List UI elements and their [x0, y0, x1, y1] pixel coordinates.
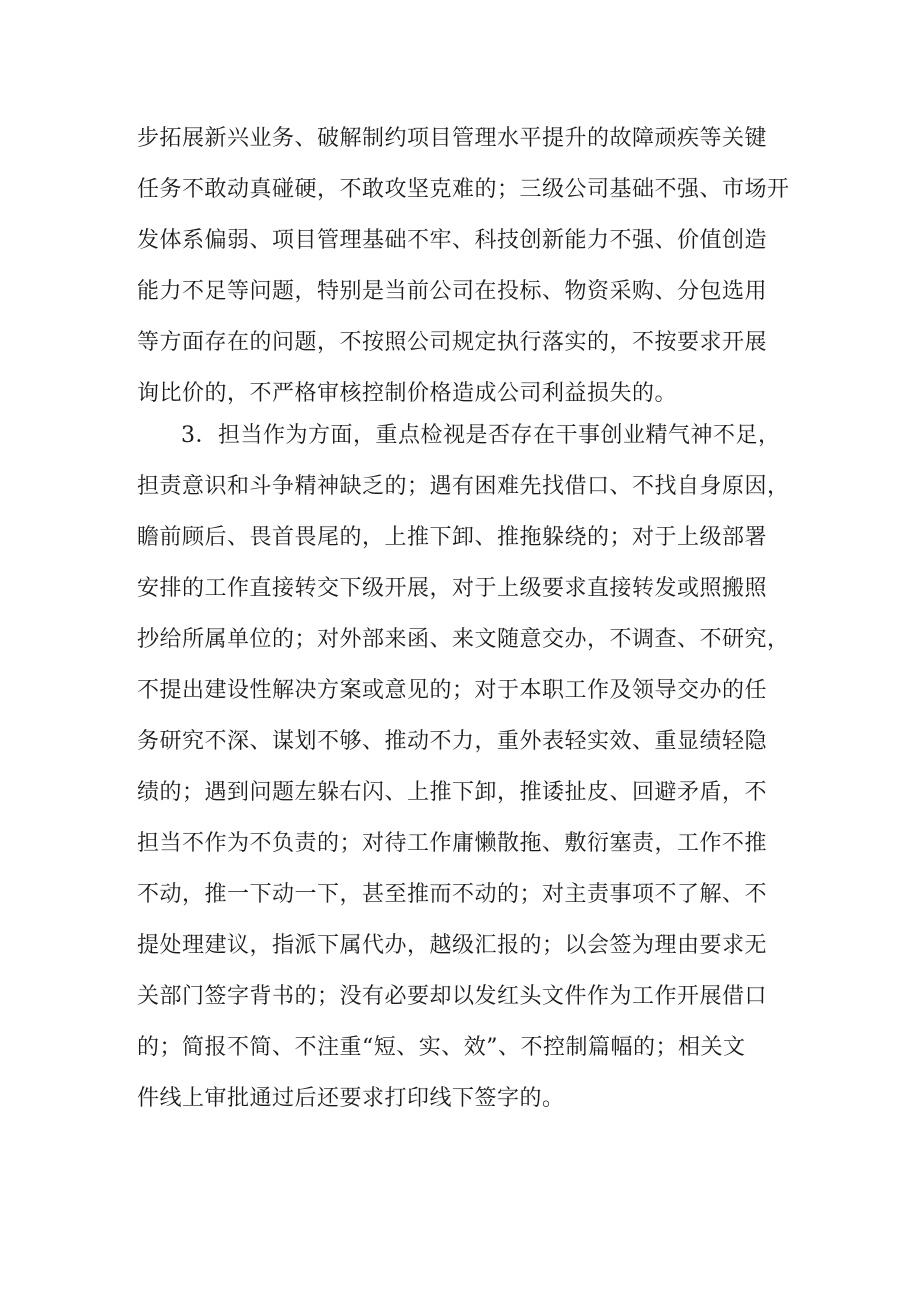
- text-line: 不提出建设性解决方案或意见的；对于本职工作及领导交办的任: [137, 678, 768, 703]
- text-line: 步拓展新兴业务、破解制约项目管理水平提升的故障顽疾等关键: [137, 126, 768, 151]
- paragraph-continued: [137, 113, 797, 419]
- text-line: 等方面存在的问题，不按照公司规定执行落实的，不按要求开展: [137, 330, 768, 355]
- text-line: 瞻前顾后、畏首畏尾的，上推下卸、推拖躲绕的；对于上级部署: [137, 525, 768, 550]
- text-line: 抄给所属单位的；对外部来函、来文随意交办，不调查、不研究，: [137, 627, 790, 652]
- text-line: 安排的工作直接转交下级开展，对于上级要求直接转发或照搬照: [137, 576, 768, 601]
- text-line: 担当不作为不负责的；对待工作庸懒散拖、敷衍塞责，工作不推: [137, 831, 768, 856]
- text-line: 绩的；遇到问题左躲右闪、上推下卸，推诿扯皮、回避矛盾，不: [137, 780, 768, 805]
- text-line: 务研究不深、谋划不够、推动不力，重外表轻实效、重显绩轻隐: [137, 729, 768, 754]
- text-line: 担责意识和斗争精神缺乏的；遇有困难先找借口、不找自身原因，: [137, 474, 790, 499]
- text-line: 不动，推一下动一下，甚至推而不动的；对主责事项不了解、不: [137, 882, 768, 907]
- text-line: 能力不足等问题，特别是当前公司在投标、物资采购、分包选用: [137, 279, 768, 304]
- text-line: 提处理建议，指派下属代办，越级汇报的；以会签为理由要求无: [137, 933, 768, 958]
- paragraph-3: [137, 410, 797, 1124]
- paragraph-first-line: 3．担当作为方面，重点检视是否存在干事创业精气神不足，: [181, 423, 781, 448]
- text-line: 件线上审批通过后还要求打印线下签字的。: [137, 1086, 565, 1111]
- text-line: 关部门签字背书的；没有必要却以发红头文件作为工作开展借口: [137, 984, 768, 1009]
- text-line: 询比价的，不严格审核控制价格造成公司利益损失的。: [137, 381, 678, 406]
- text-line: 任务不敢动真碰硬，不敢攻坚克难的；三级公司基础不强、市场开: [137, 177, 790, 202]
- text-line: 发体系偏弱、项目管理基础不牢、科技创新能力不强、价值创造: [137, 228, 768, 253]
- text-line: 的；简报不简、不注重“短、实、效”、不控制篇幅的；相关文: [137, 1035, 746, 1060]
